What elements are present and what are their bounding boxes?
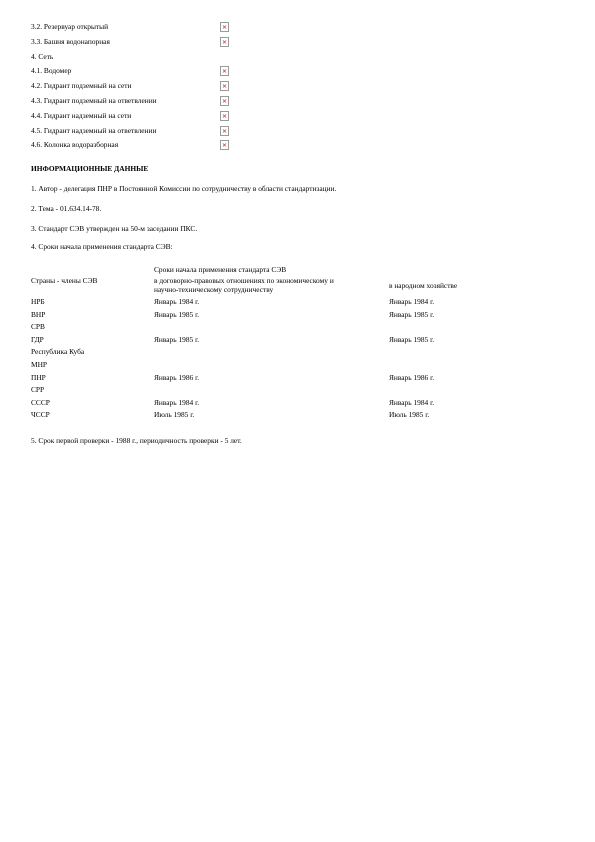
list-item (31, 66, 241, 81)
economy-date-cell: Январь 1984 г. (389, 297, 435, 306)
info-paragraph-review: 5. Срок первой проверки - 1988 г., периодичность проверки - 5 лет. (31, 436, 242, 445)
column-header-countries: Страны - члены СЭВ (31, 276, 98, 285)
list-item-label: 4.1. Водомер (31, 66, 72, 76)
country-cell: ЧССР (31, 410, 50, 420)
table-row (31, 374, 561, 387)
economy-date-cell: Январь 1985 г. (389, 309, 435, 319)
info-paragraph-author: 1. Автор - делегация ПНР в Постоянной Комиссии по сотрудничеству в области стандартизации. (31, 184, 337, 193)
table-row (31, 311, 561, 324)
table-row (31, 336, 561, 349)
element-list (31, 22, 241, 155)
economy-date-cell: Июль 1985 г. (389, 410, 430, 420)
table-row (31, 323, 561, 336)
contract-date-cell: Январь 1986 г. (154, 372, 200, 382)
broken-image-icon: × (221, 126, 228, 135)
list-item (31, 96, 241, 111)
column-header-economy: в народном хозяйстве (389, 281, 458, 290)
list-item-label: 4.4. Гидрант надземный на сети (31, 110, 132, 120)
economy-date-cell: Январь 1984 г. (389, 397, 435, 407)
info-paragraph-topic: 2. Тема - 01.634.14-78. (31, 204, 102, 213)
country-cell: ПНР (31, 372, 46, 382)
broken-image-icon: × (221, 23, 228, 31)
table-row (31, 386, 561, 399)
table-row (31, 399, 561, 412)
list-item (31, 22, 241, 37)
broken-image-icon: × (221, 96, 228, 105)
broken-image-icon: × (221, 141, 228, 150)
list-item-label: 4. Сеть (31, 51, 54, 61)
broken-image-icon: × (221, 111, 228, 120)
contract-date-cell: Январь 1984 г. (154, 397, 200, 407)
table-header (31, 266, 561, 298)
country-cell: Республика Куба (31, 347, 85, 357)
list-item (31, 126, 241, 141)
section-heading: ИНФОРМАЦИОННЫЕ ДАННЫЕ (31, 164, 149, 173)
list-item-label: 3.3. Башня водонапорная (31, 36, 110, 46)
list-item-label: 3.2. Резервуар открытый (31, 22, 109, 31)
list-item-label: 4.3. Гидрант подземный на ответвлении (31, 95, 157, 105)
economy-date-cell: Январь 1985 г. (389, 334, 435, 344)
table-row (31, 361, 561, 374)
list-item (31, 81, 241, 96)
broken-image-icon: × (221, 37, 228, 46)
country-cell: СРР (31, 385, 45, 395)
info-paragraph-dates: 4. Сроки начала применения стандарта СЭВ: (31, 242, 173, 251)
list-item (31, 37, 241, 52)
table-row (31, 348, 561, 361)
contract-date-cell: Январь 1985 г. (154, 334, 200, 344)
broken-image-icon: × (221, 67, 228, 76)
country-cell: СССР (31, 397, 50, 407)
contract-date-cell: Июль 1985 г. (154, 410, 195, 420)
column-header-contract-line2: научно-техническому сотрудничеству (154, 285, 274, 294)
country-cell: СРВ (31, 322, 45, 332)
list-item-label: 4.6. Колонка водоразборная (31, 140, 119, 150)
contract-date-cell: Январь 1984 г. (154, 297, 200, 306)
economy-date-cell: Январь 1986 г. (389, 372, 435, 382)
country-cell: НРБ (31, 297, 45, 306)
country-cell: МНР (31, 359, 48, 369)
list-item-label: 4.2. Гидрант подземный на сети (31, 81, 132, 91)
country-cell: ВНР (31, 309, 46, 319)
group-header: Сроки начала применения стандарта СЭВ (154, 265, 287, 274)
list-item (31, 52, 241, 67)
dates-table (31, 266, 561, 424)
list-item (31, 140, 241, 155)
info-paragraph-approval: 3. Стандарт СЭВ утвержден на 50-м заседании ПКС. (31, 224, 198, 233)
country-cell: ГДР (31, 334, 44, 344)
table-row (31, 411, 561, 424)
broken-image-icon: × (221, 82, 228, 91)
list-item-label: 4.5. Гидрант надземный на ответвлении (31, 125, 157, 135)
column-header-contract-line1: в договорно-правовых отношениях по экономическому и (154, 276, 334, 285)
list-item (31, 111, 241, 126)
table-row (31, 298, 561, 311)
contract-date-cell: Январь 1985 г. (154, 309, 200, 319)
